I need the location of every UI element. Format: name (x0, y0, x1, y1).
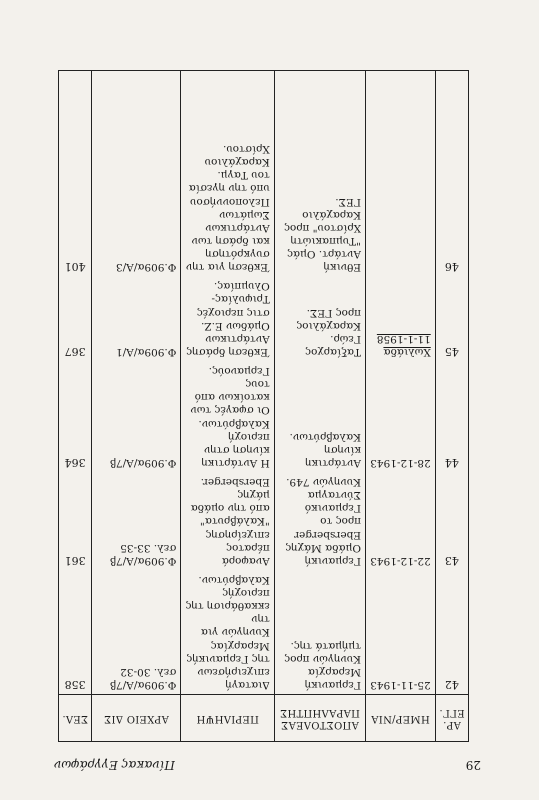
row-description: Έκθεση δράσης Αντάρτικων Ομάδων Ε.Ζ. στις περιοχές Τριφυλίας-Ολυμπίας. (181, 276, 274, 361)
row-archive: Φ.909α/Α/7β (92, 361, 181, 472)
header-archive: ΑΡΧΕΙΟ ΔΙΣ (92, 695, 181, 742)
table-row (59, 71, 469, 277)
row-date: Χωλιάδα 11-1-1958 (365, 276, 435, 361)
running-header (54, 758, 481, 772)
row-sender: Εθνική Αντάρτ. Ομάς "Τυμπακιώτη Χρίστου" προς Καραχάλιο ΓΕΣ. (274, 71, 365, 277)
row-page: 401 (59, 71, 92, 277)
row-sender: Γερμανική Μεραρχία Κυνηγών προς τμήματά της. (274, 570, 365, 695)
header-no: ΑΡ. ΕΓΓ. (435, 695, 468, 742)
row-no: 44 (435, 361, 468, 472)
row-date (365, 71, 435, 277)
row-page: 361 (59, 472, 92, 570)
row-date: 28-12-1943 (365, 361, 435, 472)
table-row (59, 472, 469, 570)
row-archive: Φ.909α/Α/3 (92, 71, 181, 277)
row-sender: Γερμανική Ομάδα Μάχης Ebersberger προς το Γερμανικό Σύνταγμα Κυνηγών 749. (274, 472, 365, 570)
documents-table (58, 70, 469, 742)
table-header-row (59, 695, 469, 742)
running-title: Πίνακας Εγγράφων (54, 758, 175, 772)
row-description: Η Αντάρτικη κίνηση στην περιοχή Καλαβρύτων. Οι σφαγές των κατοίκων από τους Γερμανούς. (181, 361, 274, 472)
header-page: ΣΕΛ. (59, 695, 92, 742)
row-date: 22-12-1943 (365, 472, 435, 570)
header-date: ΗΜΕΡ/ΝΙΑ (365, 695, 435, 742)
row-archive: Φ.909α/Α/1 (92, 276, 181, 361)
row-description: Διαταγή επιχειρήσεων της Γερμανικής Μεραρχίας Κυνηγών για την εκκαθάριση της περιοχής Καλαβρύτων. (181, 570, 274, 695)
row-description: Έκθεση για την συγκρότηση και δράση των Αντάρτικων Σωμάτων Πελοποννήσου υπό την ηγεσία του Ταγμ. Καραχάλιου Χρίστου. (181, 71, 274, 277)
row-sender: Αντάρτικη κίνηση Καλαβρύτων. (274, 361, 365, 472)
header-sender: ΑΠΟΣΤΟΛΕΑΣ ΠΑΡΑΛΗΠΤΗΣ (274, 695, 365, 742)
table-row (59, 276, 469, 361)
row-no: 45 (435, 276, 468, 361)
row-no: 43 (435, 472, 468, 570)
header-description: ΠΕΡΙΛΗΨΗ (181, 695, 274, 742)
row-date: 25-11-1943 (365, 570, 435, 695)
row-no: 46 (435, 71, 468, 277)
row-archive: Φ.909α/Α/7β σελ. 30-32 (92, 570, 181, 695)
table-row (59, 361, 469, 472)
row-page: 367 (59, 276, 92, 361)
table-row (59, 570, 469, 695)
row-no: 42 (435, 570, 468, 695)
row-page: 364 (59, 361, 92, 472)
row-sender: Ταξίαρχος Γεώρ. Καραχάλιος προς ΓΕΣ. (274, 276, 365, 361)
row-page: 358 (59, 570, 92, 695)
page-number: 29 (465, 758, 481, 772)
row-description: Αναφορά πέρατος επιχείρησης "Καλάβρυτα" από την ομάδα μάχης Ebersberger. (181, 472, 274, 570)
row-archive: Φ.909α/Α/7β σελ. 33-35 (92, 472, 181, 570)
